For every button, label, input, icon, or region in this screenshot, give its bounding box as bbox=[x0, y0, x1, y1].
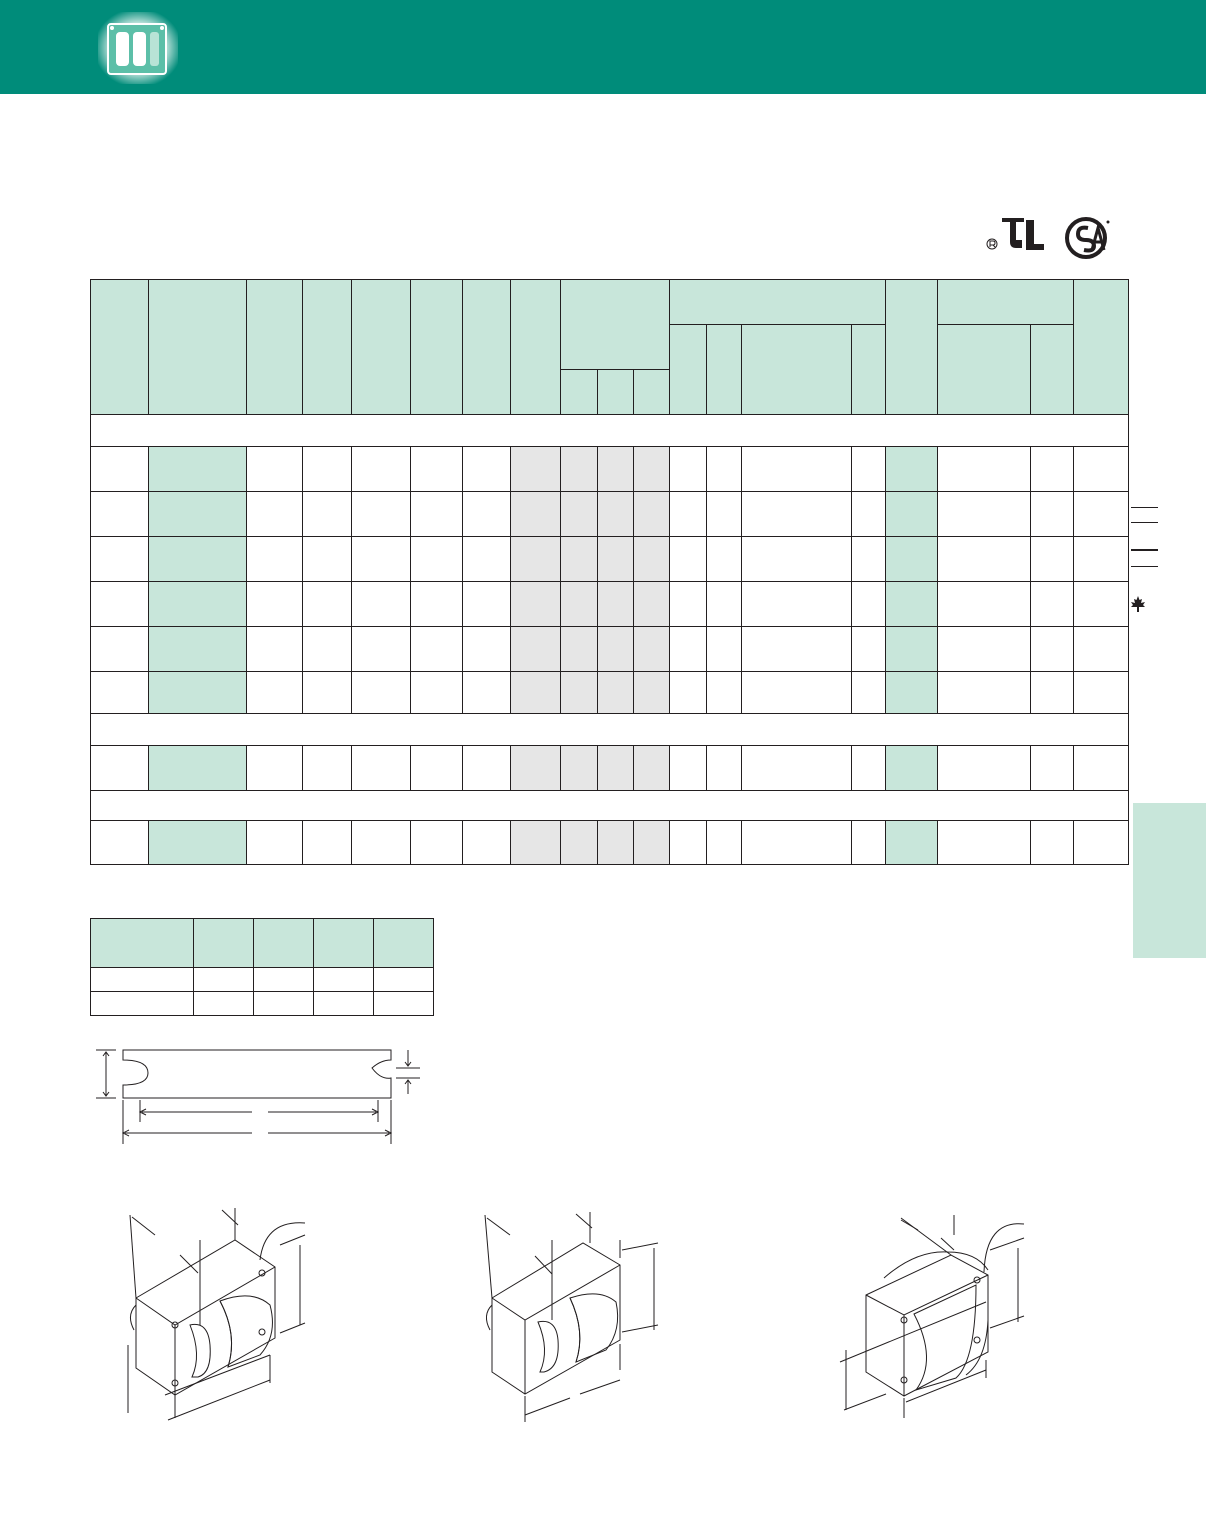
ballast-core-coil-icon bbox=[96, 10, 180, 86]
margin-rule bbox=[1131, 522, 1158, 523]
table-row bbox=[91, 821, 1129, 865]
table-row bbox=[91, 627, 1129, 672]
table-header-row bbox=[91, 280, 1129, 325]
margin-rule bbox=[1131, 507, 1158, 508]
group-row bbox=[91, 415, 1129, 447]
dimension-table bbox=[90, 918, 434, 1016]
table-row bbox=[91, 537, 1129, 582]
group-row bbox=[91, 791, 1129, 821]
dimension-header-row bbox=[91, 919, 434, 968]
core-coil-single-coil-diagram bbox=[836, 1210, 1036, 1420]
ul-recognized-mark-icon bbox=[986, 214, 1050, 254]
ballast-spec-table bbox=[90, 279, 1129, 865]
table-row bbox=[91, 746, 1129, 791]
csa-certified-mark-icon bbox=[1064, 214, 1112, 262]
section-tab bbox=[1133, 803, 1206, 958]
dimension-row bbox=[91, 968, 434, 992]
core-coil-two-coil-diagram bbox=[120, 1205, 320, 1425]
table-row bbox=[91, 492, 1129, 537]
table-row bbox=[91, 672, 1129, 714]
dimension-row bbox=[91, 992, 434, 1016]
margin-rule bbox=[1131, 566, 1158, 567]
table-row bbox=[91, 447, 1129, 492]
table-row bbox=[91, 582, 1129, 627]
margin-rule bbox=[1131, 549, 1158, 551]
mounting-base-plate-diagram bbox=[88, 1040, 438, 1150]
header-bar bbox=[0, 0, 1206, 94]
core-coil-two-coil-compact-diagram bbox=[480, 1210, 670, 1420]
maple-leaf-icon bbox=[1129, 595, 1147, 613]
group-row bbox=[91, 714, 1129, 746]
